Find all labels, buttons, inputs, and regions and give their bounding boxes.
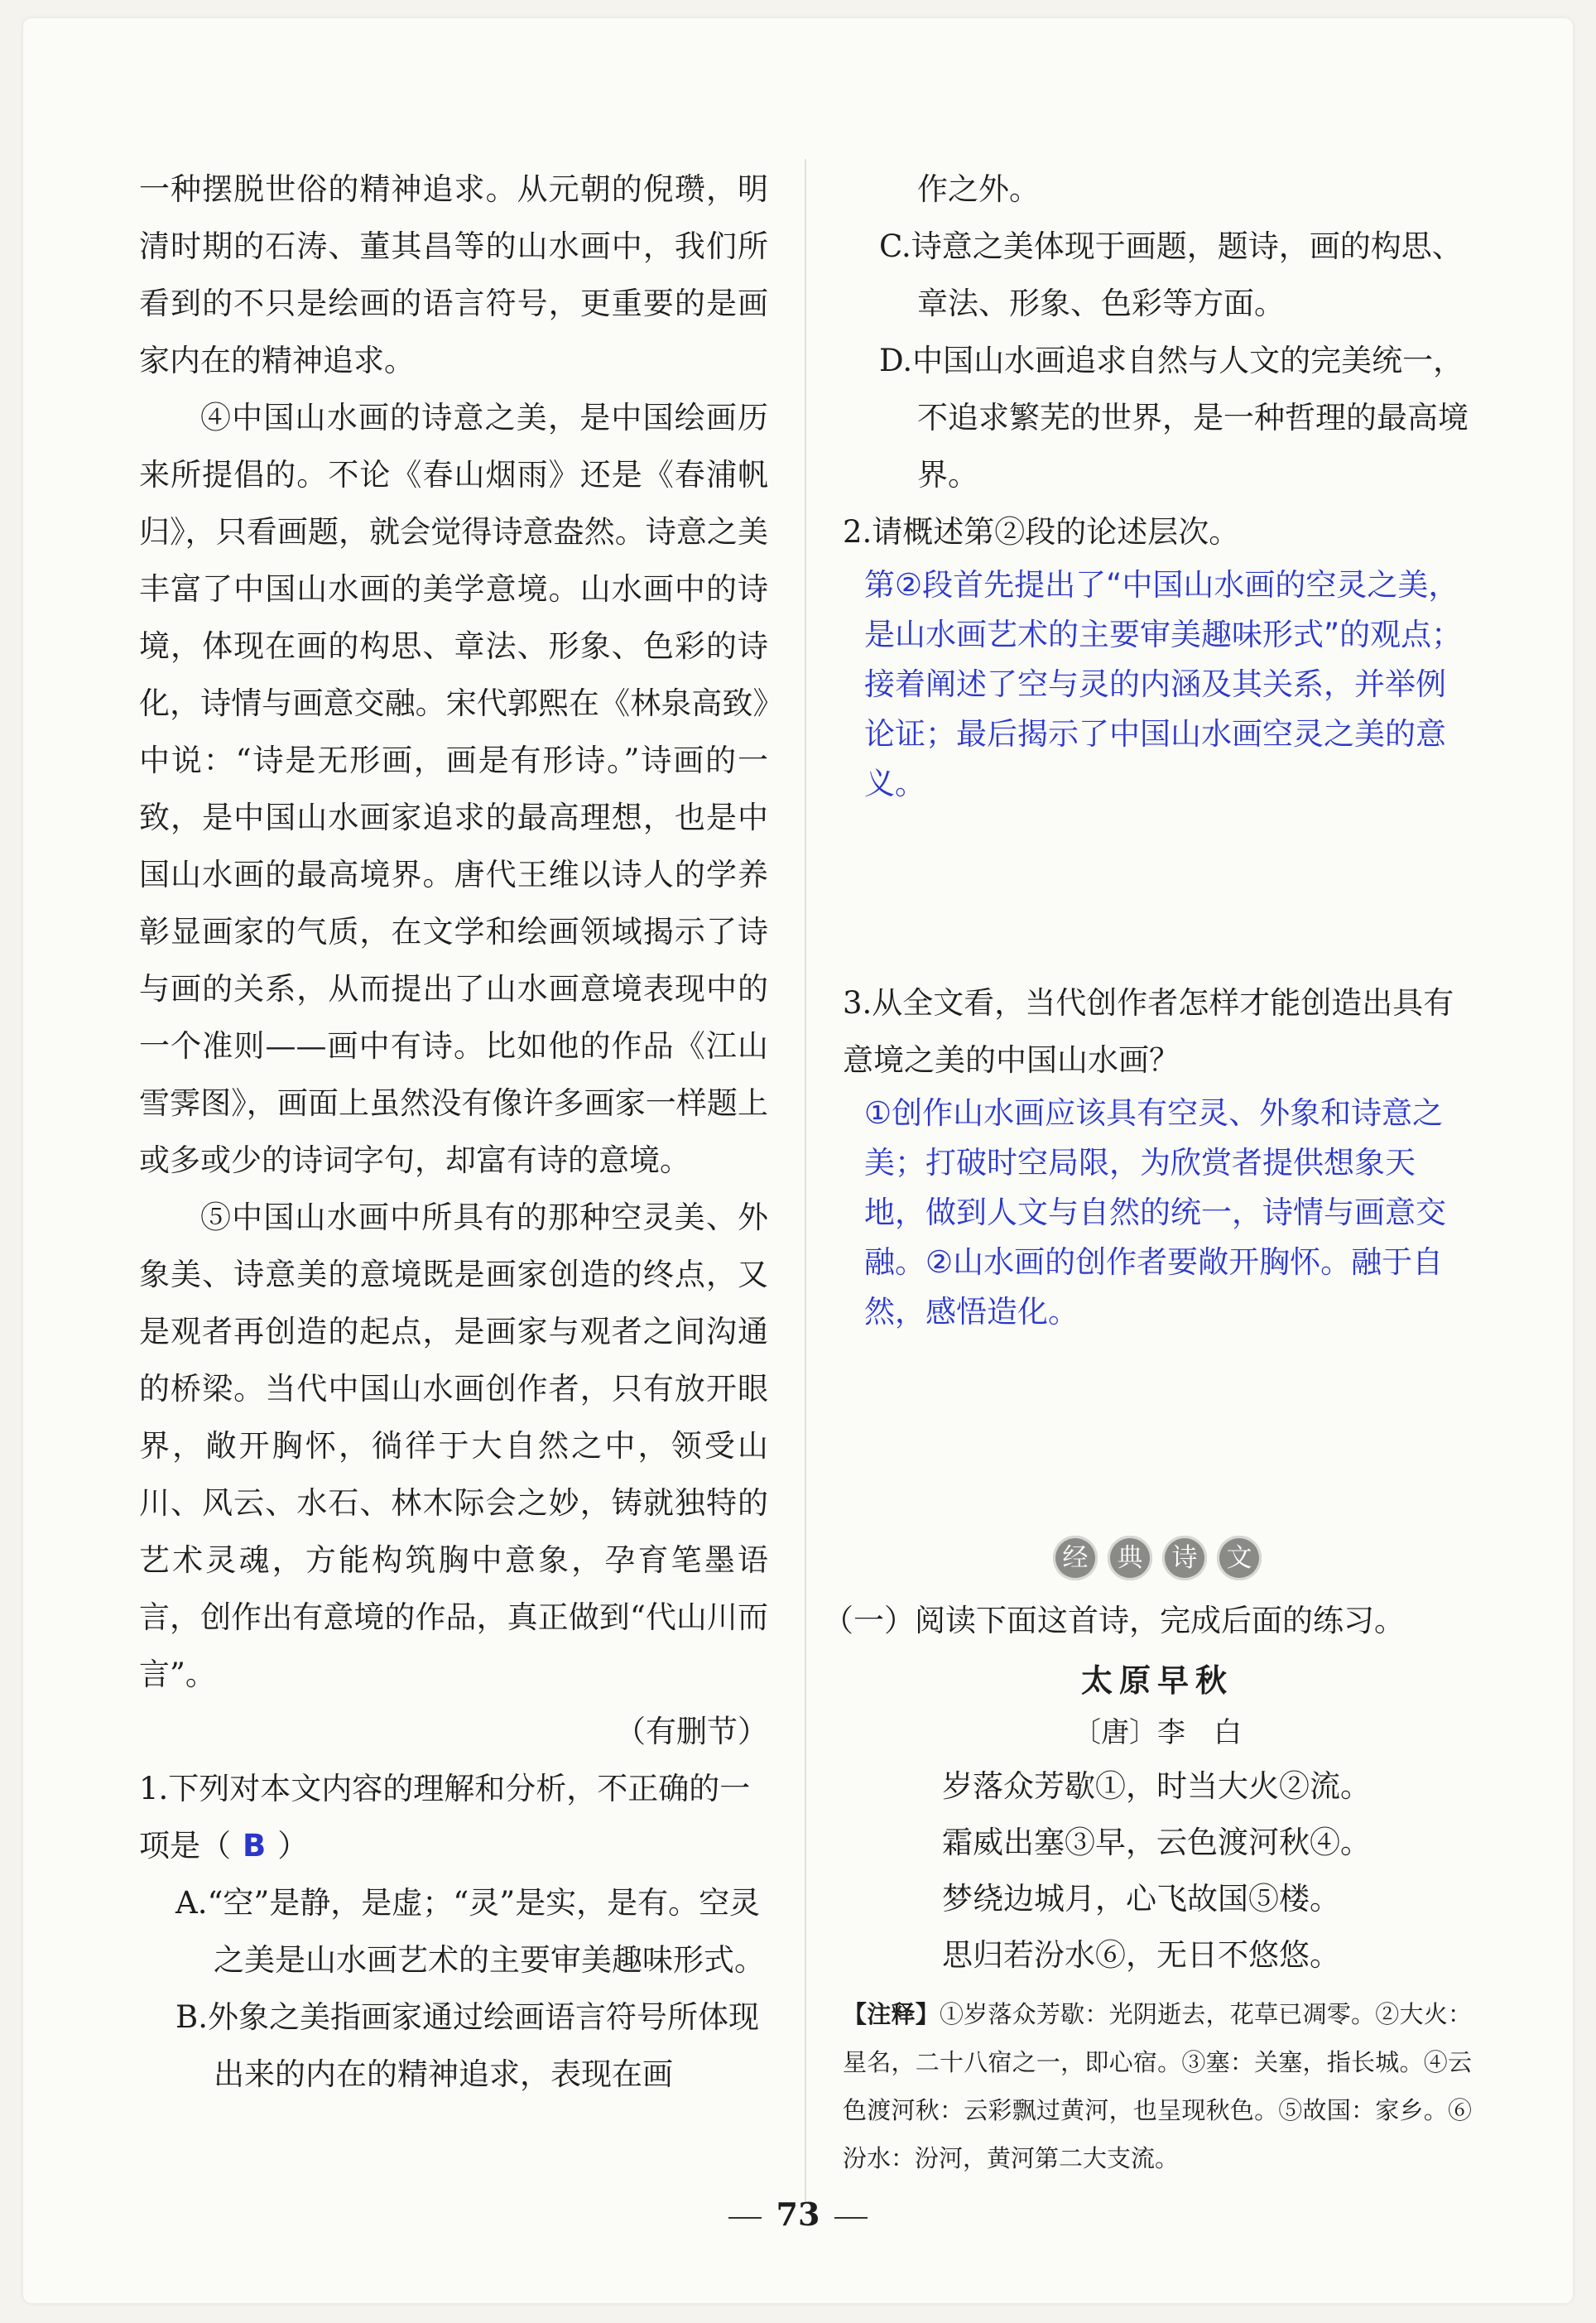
poem-line: 岁落众芳歇①，时当大火②流。	[942, 1768, 1371, 1804]
poem-line: 梦绕边城月，心飞故国⑤楼。	[942, 1881, 1340, 1917]
question-1-text: 1.下列对本文内容的理解和分析，不正确的一项是（	[139, 1771, 751, 1864]
page-number: 73	[776, 2196, 820, 2233]
paragraph-continued: 一种摆脱世俗的精神追求。从元朝的倪瓒，明清时期的石涛、董其昌等的山水画中，我们所看到的不只是绘画的语言符号，更重要的是画家内在的精神追求。	[139, 171, 768, 378]
option-d: D.中国山水画追求自然与人文的完美统一，不追求繁芜的世界，是一种哲理的最高境界。	[879, 343, 1469, 493]
annotation-label: 【注释】	[843, 2000, 940, 2028]
option-a: A.“空”是静，是虚；“灵”是实，是有。空灵之美是山水画艺术的主要审美趣味形式。	[175, 1885, 765, 1978]
question-2: 2.请概述第②段的论述层次。	[843, 514, 1240, 550]
abridged-note: （有删节）	[615, 1714, 768, 1749]
paragraph-4: ④中国山水画的诗意之美，是中国绘画历来所提倡的。不论《春山烟雨》还是《春浦帆归》，只看画题，就会觉得诗意盎然。诗意之美丰富了中国山水画的美学意境。山水画中的诗境，体现在画的构思、章法、形象、色彩的诗化，诗情与画意交融。宋代郭熙在《林泉高致》中说：“诗是无形画，画是有形诗。”诗画的一致，是中国山水画家追求的最高理想，也是中国山水画的最高境界。唐代王维以诗人的学养彰显画家的气质，在文学和绘画领域揭示了诗与画的关系，从而提出了山水画意境表现中的一个准则——画中有诗。比如他的作品《江山雪霁图》，画面上虽然没有像许多画家一样题上或多或少的诗词字句，却富有诗的意境。	[139, 400, 768, 1178]
question-1-answer: B	[243, 1828, 267, 1864]
section-badge-char: 典	[1108, 1536, 1152, 1580]
section-header-classic-poetry	[843, 1536, 1472, 1580]
option-b: B.外象之美指画家通过绘画语言符号所体现出来的内在的精神追求，表现在画	[175, 1999, 759, 2092]
answer-3-handwritten: ①创作山水画应该具有空灵、外象和诗意之美；打破时空局限，为欣赏者提供想象天地，做到人文与自然的统一，诗情与画意交融。②山水画的创作者要敞开胸怀。融于自然，感悟造化。	[864, 1095, 1446, 1330]
section-badge-char: 经	[1053, 1536, 1098, 1580]
poem-annotations	[843, 1990, 1472, 2182]
section-badge-char: 文	[1217, 1536, 1262, 1580]
footer-dash-left	[728, 2217, 762, 2219]
question-1	[139, 1760, 768, 1874]
option-c: C.诗意之美体现于画题，题诗，画的构思、章法、形象、色彩等方面。	[879, 228, 1463, 321]
left-column	[139, 161, 768, 2103]
textbook-page	[23, 18, 1573, 2303]
poem-title: 太原早秋	[1080, 1662, 1233, 1699]
question-3: 3.从全文看，当代创作者怎样才能创造出具有意境之美的中国山水画？	[843, 985, 1454, 1078]
section-badge-char: 诗	[1162, 1536, 1207, 1580]
part-1-instruction: （一）阅读下面这首诗，完成后面的练习。	[823, 1603, 1405, 1638]
poem-line: 思归若汾水⑥，无日不悠悠。	[942, 1937, 1340, 1973]
answer-2-handwritten: 第②段首先提出了“中国山水画的空灵之美，是山水画艺术的主要审美趣味形式”的观点；接着阐述了空与灵的内涵及其关系，并举例论证；最后揭示了中国山水画空灵之美的意义。	[864, 567, 1463, 801]
poem-line: 霜威出塞③早，云色渡河秋④。	[942, 1825, 1371, 1860]
annotation-text: ①岁落众芳歇：光阴逝去，花草已凋零。②大火：星名，二十八宿之一，即心宿。③塞：关塞，指长城。④云色渡河秋：云彩飘过黄河，也呈现秋色。⑤故国：家乡。⑥汾水：汾河，黄河第二大支流。	[843, 2000, 1472, 2172]
right-column	[823, 161, 1472, 2182]
option-b-continued: 作之外。	[917, 171, 1040, 207]
question-1-close: ）	[277, 1828, 309, 1864]
poem-author: 〔唐〕李 白	[1073, 1716, 1242, 1749]
page-footer	[23, 2196, 1573, 2233]
column-divider	[805, 159, 806, 2204]
paragraph-5: ⑤中国山水画中所具有的那种空灵美、外象美、诗意美的意境既是画家创造的终点，又是观者再创造的起点，是画家与观者之间沟通的桥梁。当代中国山水画创作者，只有放开眼界，敞开胸怀，徜徉于大自然之中，领受山川、风云、水石、林木际会之妙，铸就独特的艺术灵魂，方能构筑胸中意象，孕育笔墨语言，创作出有意境的作品，真正做到“代山川而言”。	[139, 1200, 768, 1692]
footer-dash-right	[834, 2217, 868, 2219]
